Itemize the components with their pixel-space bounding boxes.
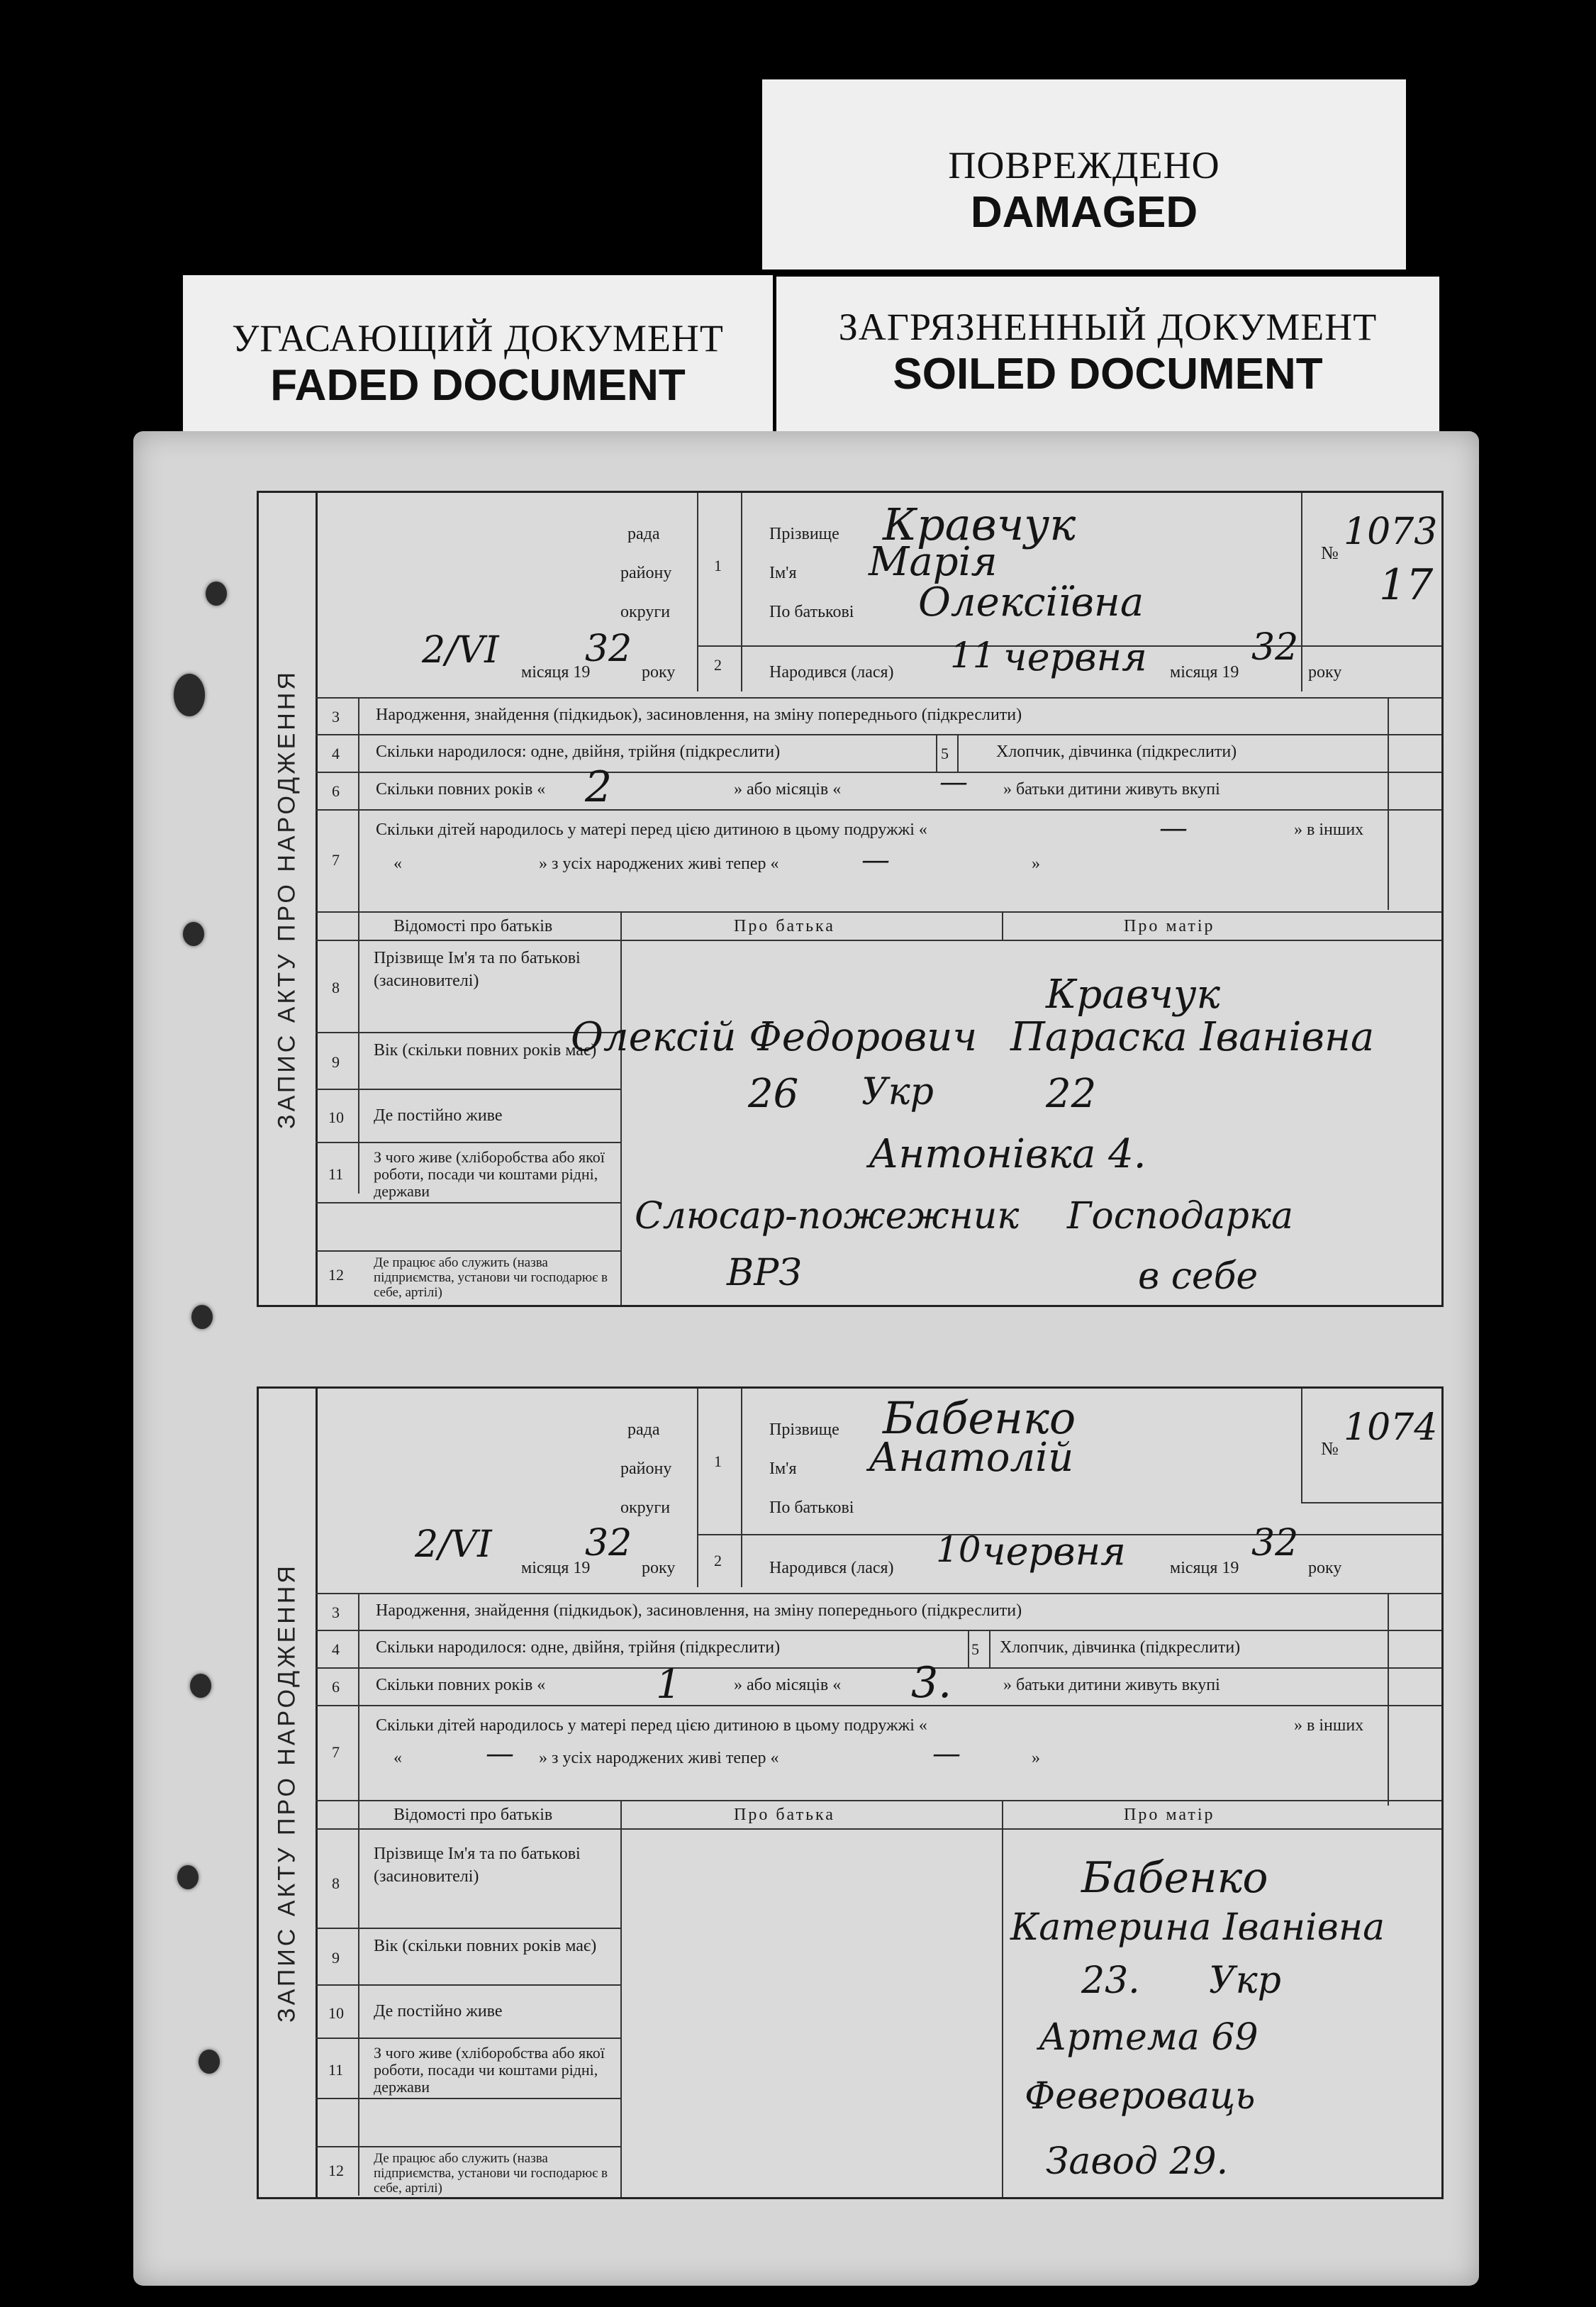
punch-hole	[190, 1674, 211, 1698]
row6-label-a: Скільки повних років «	[376, 1676, 546, 1694]
years-together: 1	[656, 1662, 681, 1708]
form-side-title: ЗАПИС АКТУ ПРО НАРОДЖЕННЯ	[259, 1389, 318, 2197]
father-nationality: Укр	[861, 1071, 934, 1113]
year-label: року	[642, 1559, 676, 1577]
registration-year: 32	[585, 1522, 632, 1564]
father-surname: Кравчук	[1046, 972, 1220, 1018]
residence: Антонівка 4.	[869, 1131, 1146, 1177]
row-num: 5	[971, 1640, 979, 1658]
children-before: —	[486, 1738, 514, 1770]
row3-label: Народження, знайдення (підкидьок), засиновлення, на зміну попереднього (підкреслити)	[376, 706, 1022, 724]
record-number: 1073	[1344, 511, 1438, 553]
born-label: Народився (лася)	[769, 663, 894, 682]
row11-label: З чого живе (хліборобства або якої роботи, посади чи коштами рідні, держави	[374, 1148, 605, 1200]
row5-label: Хлопчик, дівчинка (підкреслити)	[996, 743, 1237, 761]
mother-residence: Артема 69	[1039, 2016, 1259, 2059]
mother-age: 22	[1046, 1071, 1097, 1117]
child-surname: Кравчук	[883, 499, 1076, 550]
row5-label: Хлопчик, дівчинка (підкреслити)	[1000, 1638, 1241, 1657]
birth-month: червня	[1003, 635, 1147, 679]
damaged-tag	[762, 79, 1406, 269]
name-label: Ім'я	[769, 564, 797, 582]
faded-tag-en: FADED DOCUMENT	[270, 361, 686, 410]
mother-name: Катерина Іванівна	[1010, 1906, 1385, 1949]
birth-year: 32	[1251, 1522, 1299, 1564]
registration-year: 32	[585, 628, 632, 670]
soiled-tag	[776, 277, 1439, 440]
father-header: Про батька	[734, 1806, 835, 1824]
father-age: 26	[748, 1071, 799, 1117]
row-num: 5	[941, 745, 949, 762]
row-num: 1	[714, 1452, 722, 1470]
punch-hole	[206, 582, 227, 606]
child-surname: Бабенко	[883, 1392, 1076, 1444]
row12-label: Де працює або служить (назва підприємства, установи чи господарює в себе, артілі)	[374, 1255, 608, 1300]
row4-label: Скільки народилося: одне, двійня, трійня (підкреслити)	[376, 743, 781, 761]
row8-label: Прізвище Ім'я та по батькові (засиновителі)	[374, 1845, 581, 1886]
month-year-label: місяця 19	[521, 663, 591, 682]
row-num: 9	[332, 1949, 340, 1967]
row-num: 7	[332, 1743, 340, 1761]
punch-hole	[177, 1865, 199, 1889]
born-label: Народився (лася)	[769, 1559, 894, 1577]
child-patronymic: Олексіївна	[918, 579, 1144, 626]
row6-label-b: » або місяців «	[734, 1676, 842, 1694]
row-num: 11	[328, 2061, 344, 2079]
row-num: 6	[332, 782, 340, 800]
row-num: 3	[332, 708, 340, 726]
row-num: 10	[328, 2004, 344, 2022]
birth-day: 10	[936, 1529, 981, 1570]
year-label: року	[1308, 663, 1342, 682]
month-year-label: місяця 19	[1170, 1559, 1239, 1577]
row-num: 3	[332, 1603, 340, 1621]
row7-label-a: Скільки дітей народилось у матері перед цією дитиною в цьому подружжі «	[376, 1716, 927, 1735]
month-year-label: місяця 19	[521, 1559, 591, 1577]
row7-label-b: » в інших	[1294, 1716, 1364, 1735]
punch-hole	[191, 1305, 213, 1329]
birth-year: 32	[1251, 626, 1299, 669]
year-label: року	[1308, 1559, 1342, 1577]
okruhy-label: округи	[620, 1499, 671, 1517]
children-alive: —	[861, 844, 890, 877]
patronymic-label: По батькові	[769, 603, 854, 621]
raionu-label: району	[620, 1460, 672, 1478]
parents-header: Відомості про батьків	[394, 917, 553, 935]
damaged-tag-en: DAMAGED	[970, 188, 1198, 237]
surname-label: Прізвище	[769, 1421, 839, 1439]
parents-header: Відомості про батьків	[394, 1806, 553, 1824]
form-side-title: ЗАПИС АКТУ ПРО НАРОДЖЕННЯ	[259, 493, 318, 1305]
row8-label: Прізвище Ім'я та по батькові (засиновителі)	[374, 949, 581, 990]
row12-label: Де працює або служить (назва підприємства, установи чи господарює в себе, артілі)	[374, 2151, 608, 2196]
father-occupation: Слюсар-пожежник	[635, 1195, 1020, 1238]
row7-label-d: » з усіх народжених живі тепер «	[539, 855, 779, 873]
row7-label-b: » в інших	[1294, 821, 1364, 839]
birth-day: 11	[950, 635, 995, 676]
faded-tag-ru: УГАСАЮЩИЙ ДОКУМЕНТ	[232, 317, 724, 360]
row-num: 2	[714, 1552, 722, 1569]
row6-label-c: » батьки дитини живуть вкупі	[1003, 780, 1220, 799]
number-label: №	[1321, 1438, 1339, 1459]
faded-tag	[183, 275, 773, 438]
row7-label-c: «	[394, 1749, 402, 1767]
registration-date: 2/VI	[415, 1523, 492, 1566]
row-num: 4	[332, 745, 340, 762]
punch-hole	[183, 922, 204, 946]
mother-name: Параска Іванівна	[1010, 1014, 1375, 1060]
children-alive: —	[932, 1738, 961, 1770]
mother-header: Про матір	[1124, 1806, 1215, 1824]
birth-record-form-2	[257, 1386, 1444, 2199]
row3-label: Народження, знайдення (підкидьок), засиновлення, на зміну попереднього (підкреслити)	[376, 1601, 1022, 1620]
row-num: 11	[328, 1165, 344, 1183]
row-num: 4	[332, 1640, 340, 1658]
record-number-extra: 17	[1379, 560, 1434, 610]
record-number: 1074	[1344, 1406, 1438, 1449]
mother-nationality: Укр	[1209, 1959, 1281, 2002]
row-num: 8	[332, 979, 340, 996]
raionu-label: району	[620, 564, 672, 582]
row-num: 1	[714, 557, 722, 574]
registration-date: 2/VI	[422, 629, 499, 672]
mother-surname: Бабенко	[1081, 1853, 1268, 1903]
soiled-tag-ru: ЗАГРЯЗНЕННЫЙ ДОКУМЕНТ	[838, 306, 1378, 348]
number-label: №	[1321, 543, 1339, 563]
punch-hole	[199, 2050, 220, 2074]
mother-workplace: Завод 29.	[1046, 2140, 1229, 2183]
row7-label-c: «	[394, 855, 402, 873]
surname-label: Прізвище	[769, 525, 839, 543]
row-num: 6	[332, 1678, 340, 1696]
child-name: Анатолій	[869, 1435, 1074, 1481]
year-label: року	[642, 663, 676, 682]
years-together: 2	[585, 762, 613, 812]
mother-workplace: в себе	[1138, 1255, 1259, 1298]
damaged-tag-ru: ПОВРЕЖДЕНО	[948, 144, 1220, 187]
birth-record-form-1	[257, 491, 1444, 1307]
row-num: 12	[328, 1266, 344, 1284]
row6-label-c: » батьки дитини живуть вкупі	[1003, 1676, 1220, 1694]
row9-label: Вік (скільки повних років має)	[374, 1937, 597, 1955]
months-together: —	[939, 766, 968, 799]
row-num: 7	[332, 851, 340, 869]
row-num: 2	[714, 656, 722, 674]
mother-age: 23.	[1081, 1959, 1140, 2002]
mother-header: Про матір	[1124, 917, 1215, 935]
row4-label: Скільки народилося: одне, двійня, трійня (підкреслити)	[376, 1638, 781, 1657]
row-num: 8	[332, 1874, 340, 1892]
rada-label: рада	[627, 1421, 660, 1439]
rada-label: рада	[627, 525, 660, 543]
row-num: 9	[332, 1053, 340, 1071]
row11-label: З чого живе (хліборобства або якої роботи, посади чи коштами рідні, держави	[374, 2044, 605, 2096]
punch-hole	[174, 674, 205, 716]
name-label: Ім'я	[769, 1460, 797, 1478]
months-together: 3.	[911, 1658, 952, 1708]
row10-label: Де постійно живе	[374, 2002, 503, 2020]
row-num: 10	[328, 1108, 344, 1126]
children-before: —	[1159, 812, 1188, 845]
row-num: 12	[328, 2162, 344, 2179]
row6-label-a: Скільки повних років «	[376, 780, 546, 799]
row7-label-e: »	[1032, 855, 1040, 873]
month-year-label: місяця 19	[1170, 663, 1239, 682]
okruhy-label: округи	[620, 603, 671, 621]
birth-month: червня	[982, 1529, 1126, 1574]
row9-label: Вік (скільки повних років має)	[374, 1041, 597, 1060]
mother-occupation: Февероваць	[1025, 2075, 1256, 2118]
row7-label-a: Скільки дітей народилось у матері перед цією дитиною в цьому подружжі «	[376, 821, 927, 839]
patronymic-label: По батькові	[769, 1499, 854, 1517]
father-name: Олексій Федорович	[571, 1014, 978, 1060]
row7-label-e: »	[1032, 1749, 1040, 1767]
father-workplace: ВРЗ	[727, 1252, 802, 1294]
row6-label-b: » або місяців «	[734, 780, 842, 799]
mother-occupation: Господарка	[1067, 1195, 1293, 1238]
row7-label-d: » з усіх народжених живі тепер «	[539, 1749, 779, 1767]
father-header: Про батька	[734, 917, 835, 935]
row10-label: Де постійно живе	[374, 1106, 503, 1125]
child-name: Марія	[869, 539, 998, 585]
soiled-tag-en: SOILED DOCUMENT	[893, 350, 1323, 399]
